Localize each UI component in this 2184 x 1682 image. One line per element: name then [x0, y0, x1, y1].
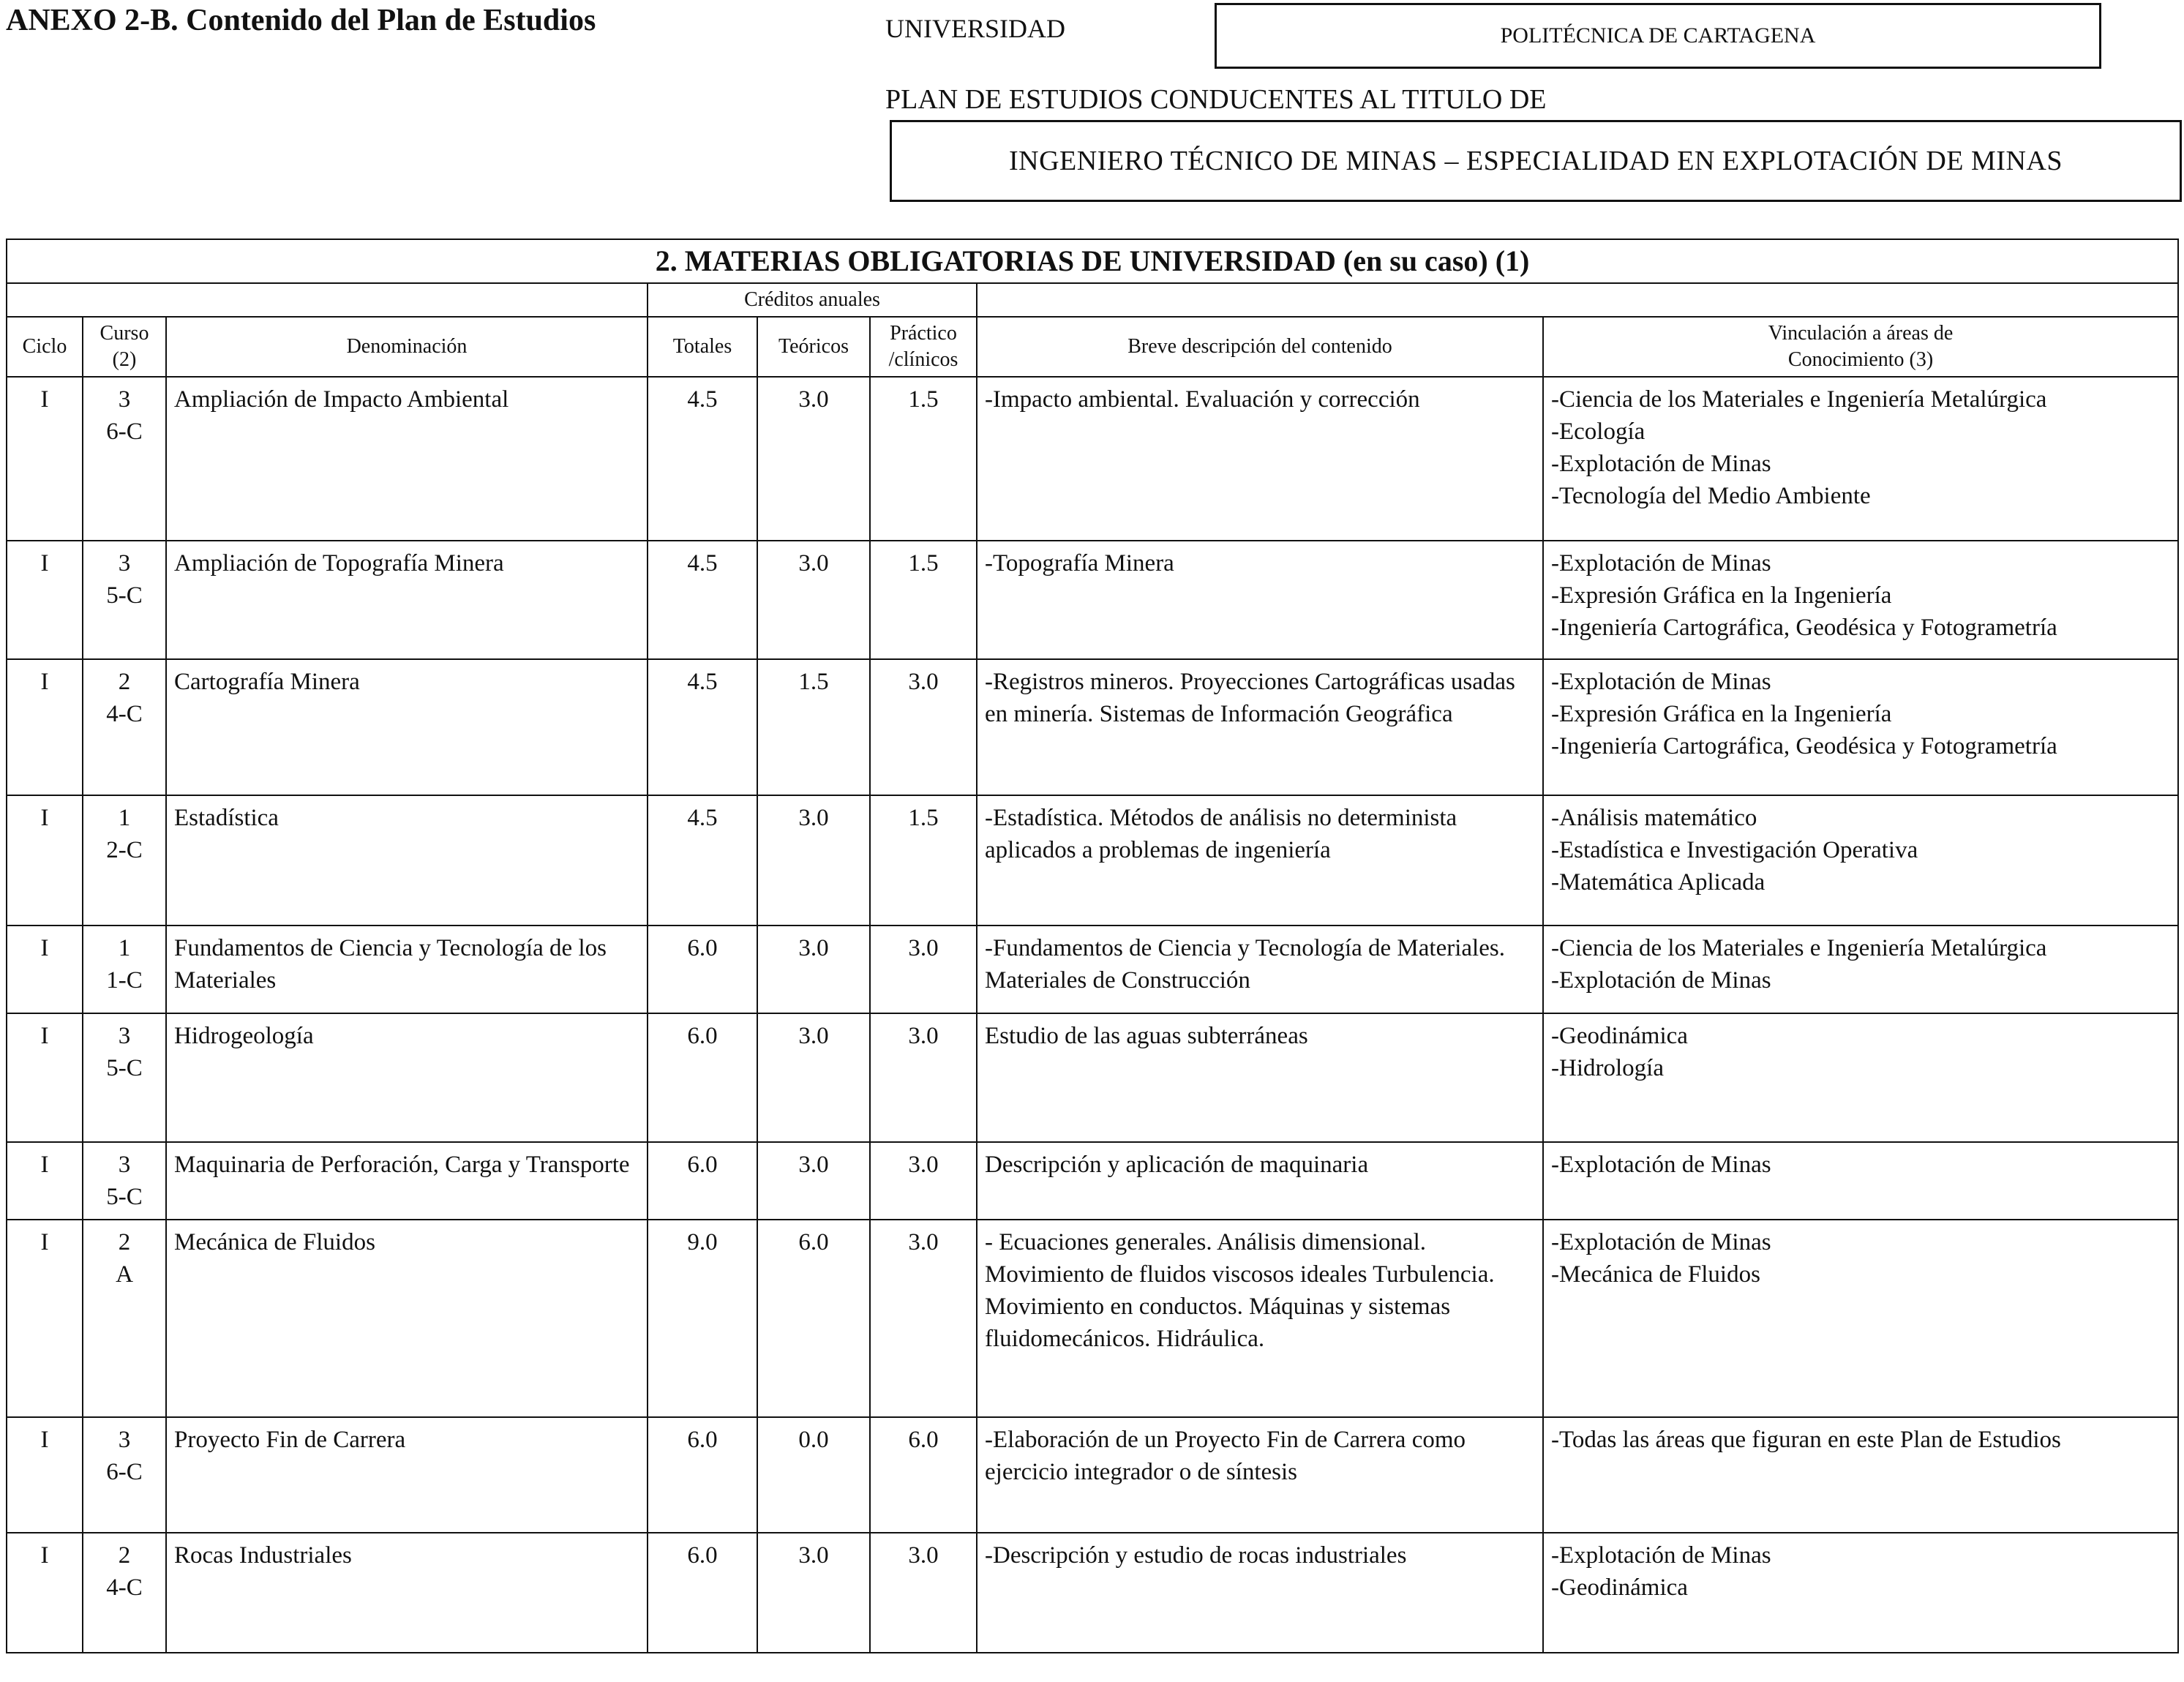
cell-descripcion: -Estadística. Métodos de análisis no determinista aplicados a problemas de ingeniería — [977, 795, 1543, 926]
cell-denominacion: Estadística — [166, 795, 648, 926]
cell-curso: 2 4-C — [83, 659, 166, 795]
cell-denominacion: Proyecto Fin de Carrera — [166, 1417, 648, 1533]
cell-descripcion: -Topografía Minera — [977, 541, 1543, 659]
col-header-ciclo: Ciclo — [7, 317, 83, 377]
cell-ciclo: I — [7, 1142, 83, 1220]
col-header-totales: Totales — [648, 317, 757, 377]
cell-vinculacion: -Todas las áreas que figuran en este Plan de Estudios — [1543, 1417, 2178, 1533]
materias-table — [6, 239, 2179, 1653]
cell-ciclo: I — [7, 1533, 83, 1653]
cell-curso: 2 A — [83, 1220, 166, 1417]
cell-curso: 1 1-C — [83, 926, 166, 1013]
cell-teoricos: 3.0 — [757, 795, 870, 926]
cell-practicos: 6.0 — [870, 1417, 977, 1533]
cell-descripcion: -Impacto ambiental. Evaluación y corrección — [977, 377, 1543, 541]
cell-totales: 4.5 — [648, 795, 757, 926]
cell-descripcion: Estudio de las aguas subterráneas — [977, 1013, 1543, 1142]
col-header-descripcion: Breve descripción del contenido — [977, 317, 1543, 377]
cell-practicos: 3.0 — [870, 1533, 977, 1653]
col-header-vinculacion: Vinculación a áreas de Conocimiento (3) — [1543, 317, 2178, 377]
cell-teoricos: 3.0 — [757, 1013, 870, 1142]
cell-teoricos: 1.5 — [757, 659, 870, 795]
cell-vinculacion: -Explotación de Minas -Expresión Gráfica en la Ingeniería -Ingeniería Cartográfica, Geodésica y Fotogrametría — [1543, 659, 2178, 795]
cell-ciclo: I — [7, 659, 83, 795]
cell-vinculacion: -Explotación de Minas — [1543, 1142, 2178, 1220]
cell-vinculacion: -Análisis matemático -Estadística e Investigación Operativa -Matemática Aplicada — [1543, 795, 2178, 926]
cell-teoricos: 0.0 — [757, 1417, 870, 1533]
cell-vinculacion: -Ciencia de los Materiales e Ingeniería Metalúrgica -Explotación de Minas — [1543, 926, 2178, 1013]
table-row — [7, 541, 2178, 659]
cell-totales: 6.0 — [648, 926, 757, 1013]
cell-descripcion: -Elaboración de un Proyecto Fin de Carrera como ejercicio integrador o de síntesis — [977, 1417, 1543, 1533]
cell-curso: 3 5-C — [83, 1013, 166, 1142]
universidad-field — [1215, 3, 2101, 69]
cell-totales: 6.0 — [648, 1533, 757, 1653]
cell-vinculacion: -Explotación de Minas -Expresión Gráfica en la Ingeniería -Ingeniería Cartográfica, Geodésica y Fotogrametría — [1543, 541, 2178, 659]
cell-totales: 6.0 — [648, 1013, 757, 1142]
table-row — [7, 1013, 2178, 1142]
titulo-field — [890, 120, 2182, 202]
cell-denominacion: Ampliación de Impacto Ambiental — [166, 377, 648, 541]
cell-curso: 3 6-C — [83, 1417, 166, 1533]
cell-teoricos: 3.0 — [757, 1142, 870, 1220]
cell-descripcion: -Descripción y estudio de rocas industriales — [977, 1533, 1543, 1653]
cell-practicos: 3.0 — [870, 659, 977, 795]
cell-teoricos: 3.0 — [757, 541, 870, 659]
cell-practicos: 3.0 — [870, 1013, 977, 1142]
cell-totales: 9.0 — [648, 1220, 757, 1417]
titulo-value: INGENIERO TÉCNICO DE MINAS – ESPECIALIDAD EN EXPLOTACIÓN DE MINAS — [1009, 146, 2063, 176]
cell-denominacion: Mecánica de Fluidos — [166, 1220, 648, 1417]
col-header-practicos: Práctico /clínicos — [870, 317, 977, 377]
cell-denominacion: Fundamentos de Ciencia y Tecnología de los Materiales — [166, 926, 648, 1013]
cell-ciclo: I — [7, 1220, 83, 1417]
table-row — [7, 1142, 2178, 1220]
table-row — [7, 795, 2178, 926]
cell-descripcion: - Ecuaciones generales. Análisis dimensional. Movimiento de fluidos viscosos ideales Turbulencia. Movimiento en conductos. Máquinas y sistemas fluidomecánicos. Hidráulica. — [977, 1220, 1543, 1417]
cell-teoricos: 3.0 — [757, 926, 870, 1013]
universidad-label: UNIVERSIDAD — [885, 14, 1065, 43]
cell-vinculacion: -Explotación de Minas -Geodinámica — [1543, 1533, 2178, 1653]
cell-ciclo: I — [7, 795, 83, 926]
cell-ciclo: I — [7, 377, 83, 541]
cell-curso: 3 6-C — [83, 377, 166, 541]
table-row — [7, 377, 2178, 541]
cell-totales: 4.5 — [648, 541, 757, 659]
cell-ciclo: I — [7, 1013, 83, 1142]
cell-teoricos: 6.0 — [757, 1220, 870, 1417]
cell-totales: 6.0 — [648, 1142, 757, 1220]
table-row — [7, 1220, 2178, 1417]
cell-practicos: 1.5 — [870, 795, 977, 926]
cell-vinculacion: -Explotación de Minas -Mecánica de Fluidos — [1543, 1220, 2178, 1417]
cell-practicos: 3.0 — [870, 926, 977, 1013]
cell-descripcion: -Registros mineros. Proyecciones Cartográficas usadas en minería. Sistemas de Información Geográfica — [977, 659, 1543, 795]
cell-ciclo: I — [7, 541, 83, 659]
cell-curso: 3 5-C — [83, 541, 166, 659]
plan-label: PLAN DE ESTUDIOS CONDUCENTES AL TITULO DE — [885, 84, 1547, 115]
cell-vinculacion: -Ciencia de los Materiales e Ingeniería Metalúrgica -Ecología -Explotación de Minas -Tecnología del Medio Ambiente — [1543, 377, 2178, 541]
cell-totales: 6.0 — [648, 1417, 757, 1533]
col-header-curso: Curso (2) — [83, 317, 166, 377]
cell-practicos: 1.5 — [870, 541, 977, 659]
cell-curso: 3 5-C — [83, 1142, 166, 1220]
cell-curso: 1 2-C — [83, 795, 166, 926]
cell-totales: 4.5 — [648, 659, 757, 795]
cell-descripcion: Descripción y aplicación de maquinaria — [977, 1142, 1543, 1220]
cell-teoricos: 3.0 — [757, 1533, 870, 1653]
cell-curso: 2 4-C — [83, 1533, 166, 1653]
cell-denominacion: Cartografía Minera — [166, 659, 648, 795]
cell-practicos: 1.5 — [870, 377, 977, 541]
cell-ciclo: I — [7, 926, 83, 1013]
section-title: 2. MATERIAS OBLIGATORIAS DE UNIVERSIDAD (en su caso) (1) — [7, 239, 2178, 283]
col-header-teoricos: Teóricos — [757, 317, 870, 377]
cell-descripcion: -Fundamentos de Ciencia y Tecnología de Materiales. Materiales de Construcción — [977, 926, 1543, 1013]
creditos-header: Créditos anuales — [648, 283, 977, 317]
cell-denominacion: Rocas Industriales — [166, 1533, 648, 1653]
cell-ciclo: I — [7, 1417, 83, 1533]
cell-denominacion: Hidrogeología — [166, 1013, 648, 1142]
cell-practicos: 3.0 — [870, 1220, 977, 1417]
table-row — [7, 659, 2178, 795]
document-title: ANEXO 2-B. Contenido del Plan de Estudios — [6, 4, 596, 37]
universidad-value: POLITÉCNICA DE CARTAGENA — [1500, 23, 1816, 48]
table-row — [7, 1417, 2178, 1533]
table-row — [7, 926, 2178, 1013]
cell-vinculacion: -Geodinámica -Hidrología — [1543, 1013, 2178, 1142]
col-header-denominacion: Denominación — [166, 317, 648, 377]
cell-denominacion: Ampliación de Topografía Minera — [166, 541, 648, 659]
cell-teoricos: 3.0 — [757, 377, 870, 541]
table-row — [7, 1533, 2178, 1653]
cell-totales: 4.5 — [648, 377, 757, 541]
cell-practicos: 3.0 — [870, 1142, 977, 1220]
cell-denominacion: Maquinaria de Perforación, Carga y Transporte — [166, 1142, 648, 1220]
